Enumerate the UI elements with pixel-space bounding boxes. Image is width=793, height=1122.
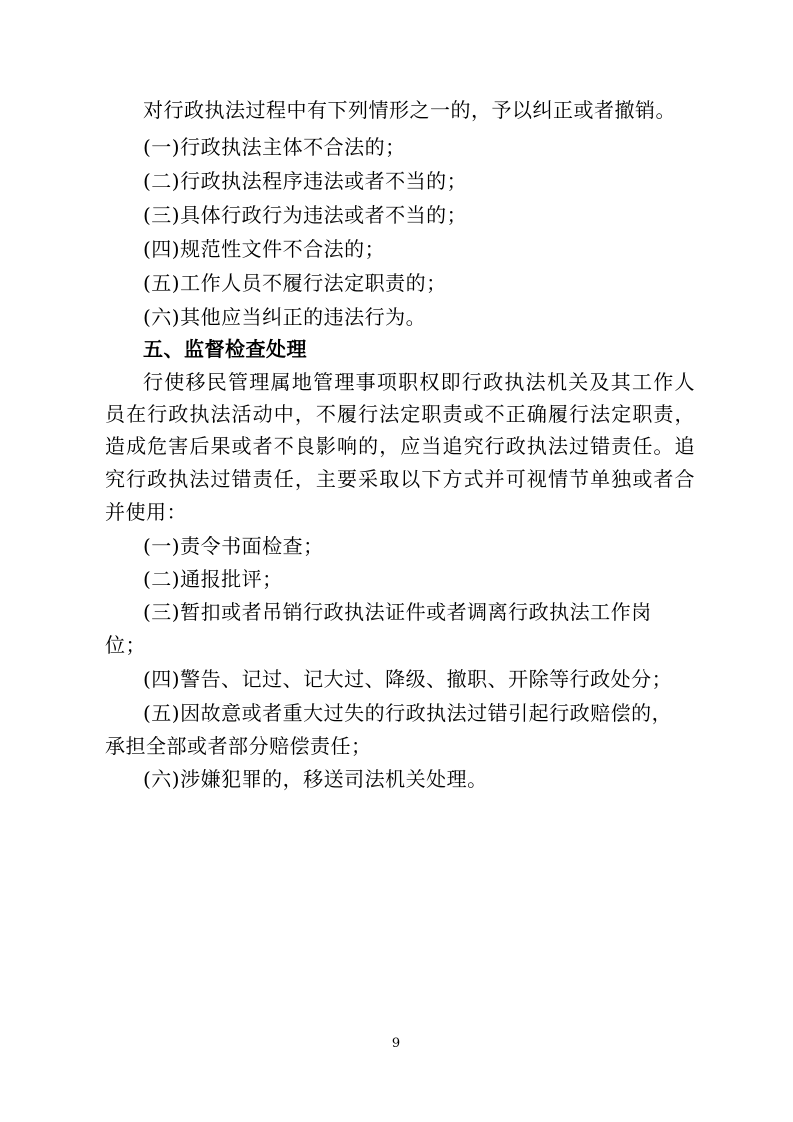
paragraph-line-1: 行使移民管理属地管理事项职权即行政执法机关及其工作人 <box>143 370 695 394</box>
section-heading: 五、监督检查处理 <box>143 337 307 361</box>
correction-item-6: (六)其他应当纠正的违法行为。 <box>143 305 427 329</box>
measure-item-6: (六)涉嫌犯罪的，移送司法机关处理。 <box>143 767 488 791</box>
page-number: 9 <box>391 1036 401 1051</box>
measure-item-5-continued: 承担全部或者部分赔偿责任； <box>105 734 372 758</box>
paragraph-line-4: 究行政执法过错责任，主要采取以下方式并可视情节单独或者合 <box>105 467 695 491</box>
measure-item-1: (一)责令书面检查； <box>143 534 324 558</box>
correction-item-5: (五)工作人员不履行法定职责的； <box>143 271 447 295</box>
correction-item-1: (一)行政执法主体不合法的； <box>143 135 406 159</box>
paragraph-line-2: 员在行政执法活动中，不履行法定职责或不正确履行法定职责， <box>105 402 695 426</box>
measure-item-5: (五)因故意或者重大过失的行政执法过错引起行政赔偿的， <box>143 701 673 725</box>
correction-item-3: (三)具体行政行为违法或者不当的； <box>143 203 468 227</box>
correction-item-2: (二)行政执法程序违法或者不当的； <box>143 169 468 193</box>
measure-item-3: (三)暂扣或者吊销行政执法证件或者调离行政执法工作岗 <box>143 600 652 624</box>
paragraph-line-5: 并使用： <box>105 500 187 524</box>
measure-item-2: (二)通报批评； <box>143 567 283 591</box>
correction-item-4: (四)规范性文件不合法的； <box>143 237 386 261</box>
paragraph-line-3: 造成危害后果或者不良影响的，应当追究行政执法过错责任。追 <box>105 434 695 458</box>
measure-item-3-continued: 位； <box>105 633 146 657</box>
measure-item-4: (四)警告、记过、记大过、降级、撤职、开除等行政处分； <box>143 667 673 691</box>
intro-text: 对行政执法过程中有下列情形之一的，予以纠正或者撤销。 <box>143 98 676 122</box>
